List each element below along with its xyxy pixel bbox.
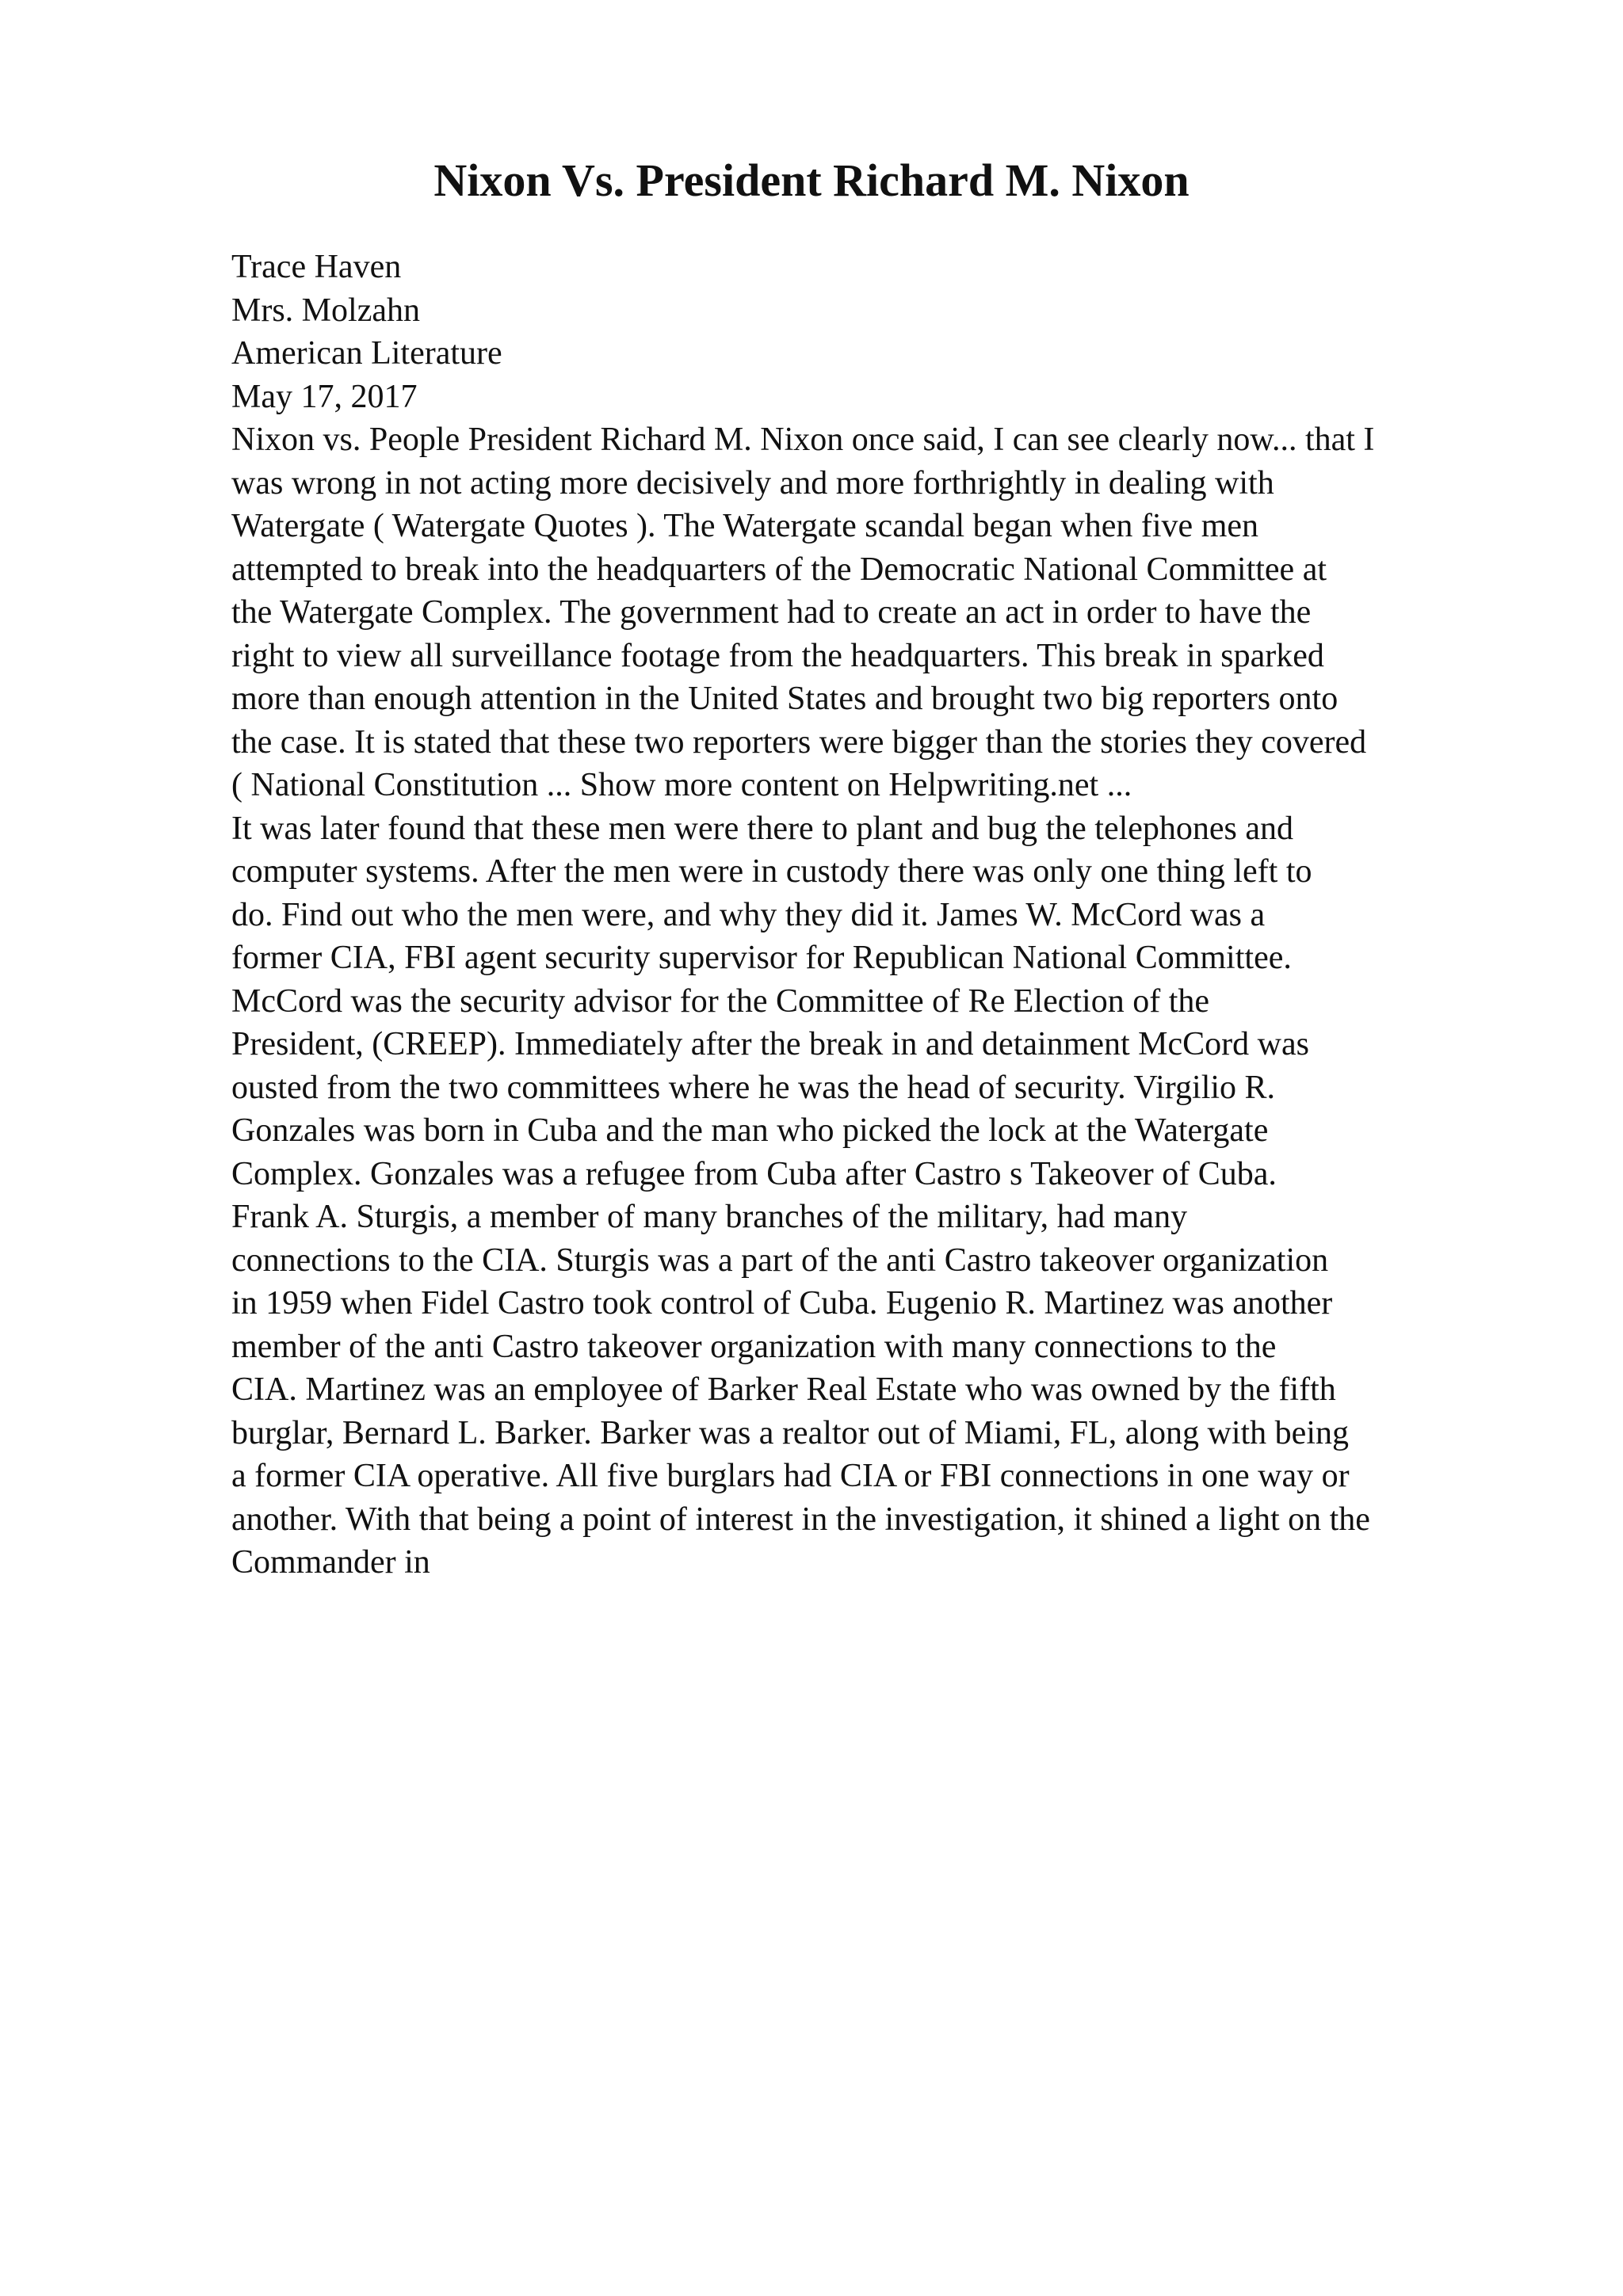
author-line: Trace Haven <box>231 249 402 285</box>
body-text-line: ousted from the two committees where he was the head of security. Virgilio R. <box>231 1069 1276 1106</box>
body-text-line: attempted to break into the headquarters of the Democratic National Committee at <box>231 551 1327 588</box>
body-text-line: Watergate ( Watergate Quotes ). The Watergate scandal began when five men <box>231 508 1259 544</box>
body-text-line: CIA. Martinez was an employee of Barker Real Estate who was owned by the fifth <box>231 1371 1336 1408</box>
body-text-line: Nixon vs. People President Richard M. Nixon once said, I can see clearly now... that I <box>231 421 1375 458</box>
body-text-line: do. Find out who the men were, and why they did it. James W. McCord was a <box>231 896 1266 933</box>
document-title: Nixon Vs. President Richard M. Nixon <box>433 154 1190 206</box>
body-text-line: connections to the CIA. Sturgis was a part of the anti Castro takeover organization <box>231 1241 1329 1279</box>
body-text-line: burglar, Bernard L. Barker. Barker was a realtor out of Miami, FL, along with being <box>231 1414 1349 1451</box>
body-text-line: computer systems. After the men were in custody there was only one thing left to <box>231 853 1312 890</box>
document-body <box>231 246 1515 1585</box>
body-text-line: former CIA, FBI agent security supervisor for Republican National Committee. <box>231 940 1292 976</box>
course-line: American Literature <box>231 335 502 372</box>
body-text-line: McCord was the security advisor for the Committee of Re Election of the <box>231 982 1210 1020</box>
body-text-line: was wrong in not acting more decisively and more forthrightly in dealing with <box>231 464 1274 502</box>
body-text-line: a former CIA operative. All five burglars had CIA or FBI connections in one way or <box>231 1458 1350 1494</box>
body-text-line: Commander in <box>231 1544 430 1581</box>
body-text-line: right to view all surveillance footage from the headquarters. This break in sparked <box>231 637 1324 674</box>
teacher-line: Mrs. Molzahn <box>231 292 420 329</box>
body-text-line: in 1959 when Fidel Castro took control of Cuba. Eugenio R. Martinez was another <box>231 1285 1333 1322</box>
body-text-line: the case. It is stated that these two reporters were bigger than the stories they covered <box>231 723 1367 761</box>
body-text-line: Complex. Gonzales was a refugee from Cuba after Castro s Takeover of Cuba. <box>231 1155 1277 1192</box>
body-text-line: It was later found that these men were there to plant and bug the telephones and <box>231 810 1294 847</box>
body-text-line: President, (CREEP). Immediately after the break in and detainment McCord was <box>231 1026 1309 1062</box>
body-text-line: Frank A. Sturgis, a member of many branches of the military, had many <box>231 1199 1188 1235</box>
body-text-line: the Watergate Complex. The government had to create an act in order to have the <box>231 594 1312 631</box>
body-text-line: more than enough attention in the United States and brought two big reporters onto <box>231 681 1338 717</box>
body-text-line: another. With that being a point of interest in the investigation, it shined a light on the <box>231 1501 1370 1538</box>
body-text-line: member of the anti Castro takeover organization with many connections to the <box>231 1328 1277 1365</box>
body-text-line: ( National Constitution ... Show more content on Helpwriting.net ... <box>231 767 1132 803</box>
body-text-line: Gonzales was born in Cuba and the man who picked the lock at the Watergate <box>231 1112 1269 1149</box>
date-line: May 17, 2017 <box>231 378 418 415</box>
